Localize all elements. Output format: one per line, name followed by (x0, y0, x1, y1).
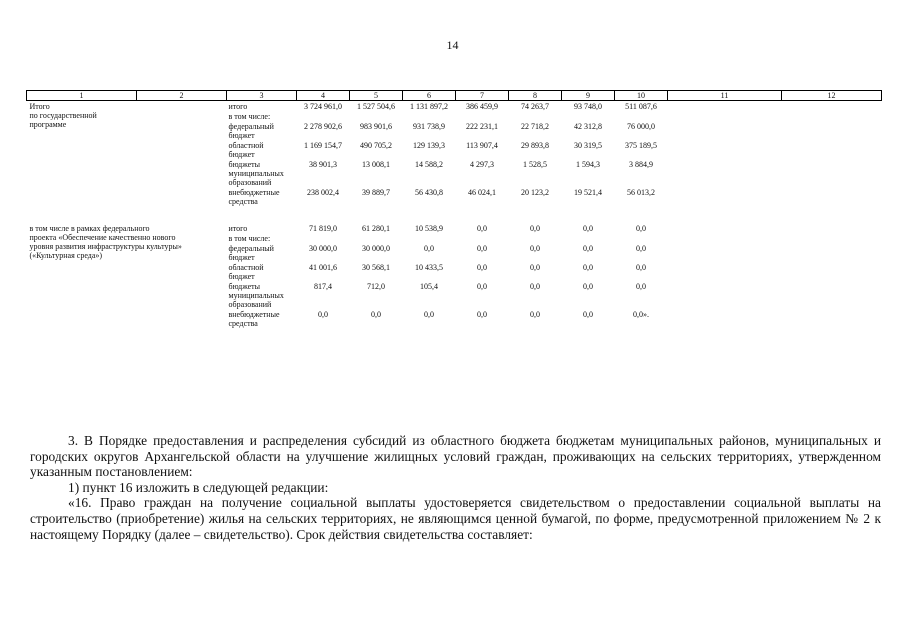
funding-source: внебюджетные средства (228, 188, 280, 206)
cell-empty (782, 243, 882, 262)
cell-value: 0,0 (424, 244, 434, 253)
cell-empty (668, 121, 782, 140)
cell-value: 0,0 (477, 244, 487, 253)
cell-empty (782, 187, 882, 206)
column-header: 12 (782, 91, 882, 101)
column-header: 11 (668, 91, 782, 101)
cell-value: 0,0 (583, 263, 593, 272)
cell-value: 0,0 (530, 224, 540, 233)
cell-value: 386 459,9 (466, 102, 498, 111)
cell-value: 0,0 (636, 224, 646, 233)
paragraph: «16. Право граждан на получение социальной выплаты удостоверяется свидетельством о предоставлении социальной выплаты на строительство (приобретение) жилья на сельских территориях, не являющимся ценной бумагой, по форме, предусмотренной приложением № 2 к настоящему Порядку (далее – свидетельство). Срок действия свидетельства составляет: (30, 495, 881, 542)
cell-value: 105,4 (420, 282, 438, 291)
cell-value: 931 738,9 (413, 122, 445, 131)
cell-value: 1 594,3 (576, 160, 600, 169)
column-header: 2 (137, 91, 227, 101)
cell-value: 13 008,1 (362, 160, 390, 169)
cell-value: 0,0 (530, 310, 540, 319)
funding-source: внебюджетные средства (228, 310, 280, 328)
cell-value: 30 568,1 (362, 263, 390, 272)
funding-source: в том числе: (228, 112, 271, 121)
cell-value: 30 000,0 (362, 244, 390, 253)
cell-value: 1 131 897,2 (410, 102, 448, 111)
cell-value: 0,0 (530, 282, 540, 291)
cell-empty (668, 159, 782, 187)
cell-empty (782, 262, 882, 281)
cell-value: 0,0 (583, 224, 593, 233)
cell-value: 93 748,0 (574, 102, 602, 111)
cell-value: 817,4 (314, 282, 332, 291)
cell-value: 39 889,7 (362, 188, 390, 197)
column-header: 3 (227, 91, 297, 101)
cell-value: 29 893,8 (521, 141, 549, 150)
cell-value (350, 233, 403, 243)
cell-value: 0,0 (371, 310, 381, 319)
cell-value (509, 233, 562, 243)
section-spacer (27, 206, 882, 223)
cell-value: 0,0 (530, 244, 540, 253)
funding-source: итого (228, 102, 248, 111)
column-header: 7 (456, 91, 509, 101)
table-row (27, 223, 882, 233)
cell-value (615, 111, 668, 121)
cell-value: 712,0 (367, 282, 385, 291)
column-header: 5 (350, 91, 403, 101)
cell-value: 0,0». (633, 310, 649, 319)
cell-value: 41 001,6 (309, 263, 337, 272)
cell-value: 71 819,0 (309, 224, 337, 233)
cell-value: 222 231,1 (466, 122, 498, 131)
body-text (30, 433, 881, 542)
cell-empty (782, 111, 882, 121)
cell-value: 42 312,8 (574, 122, 602, 131)
cell-value (509, 111, 562, 121)
cell-value: 1 169 154,7 (304, 141, 342, 150)
cell-value: 76 000,0 (627, 122, 655, 131)
cell-value: 20 123,2 (521, 188, 549, 197)
cell-value: 19 521,4 (574, 188, 602, 197)
cell-empty (668, 111, 782, 121)
funding-source: бюджеты муниципальных образований (228, 282, 284, 309)
cell-value: 238 002,4 (307, 188, 339, 197)
cell-empty (782, 281, 882, 309)
cell-empty (782, 233, 882, 243)
cell-empty (782, 223, 882, 233)
cell-empty (668, 140, 782, 159)
funding-source: федеральный бюджет (228, 122, 274, 140)
cell-value (297, 111, 350, 121)
paragraph: 3. В Порядке предоставления и распределения субсидий из областного бюджета бюджетам муниципальных районов, муниципальных и городских округов Архангельской области на улучшение жилищных условий граждан, проживающих на сельских территориях, утвержденном указанным постановлением: (30, 433, 881, 480)
cell-value: 74 263,7 (521, 102, 549, 111)
column-header: 6 (403, 91, 456, 101)
cell-empty (668, 262, 782, 281)
cell-value: 0,0 (636, 263, 646, 272)
cell-value: 0,0 (424, 310, 434, 319)
cell-empty (668, 233, 782, 243)
cell-value: 14 588,2 (415, 160, 443, 169)
cell-value: 56 013,2 (627, 188, 655, 197)
cell-value: 0,0 (583, 282, 593, 291)
column-header: 4 (297, 91, 350, 101)
funding-source: областной бюджет (228, 263, 264, 281)
column-header: 10 (615, 91, 668, 101)
cell-value: 0,0 (583, 244, 593, 253)
cell-value (615, 233, 668, 243)
cell-value: 1 528,5 (523, 160, 547, 169)
cell-value (562, 233, 615, 243)
funding-source: федеральный бюджет (228, 244, 274, 262)
column-header: 8 (509, 91, 562, 101)
paragraph: 1) пункт 16 изложить в следующей редакции: (68, 479, 329, 495)
cell-value: 0,0 (477, 282, 487, 291)
cell-value: 38 901,3 (309, 160, 337, 169)
cell-empty (782, 121, 882, 140)
cell-empty (668, 187, 782, 206)
cell-value: 113 907,4 (466, 141, 498, 150)
cell-value: 3 884,9 (629, 160, 653, 169)
cell-value: 30 319,5 (574, 141, 602, 150)
cell-value: 0,0 (477, 224, 487, 233)
cell-empty (782, 309, 882, 328)
cell-value: 0,0 (636, 282, 646, 291)
cell-value: 56 430,8 (415, 188, 443, 197)
cell-value (297, 233, 350, 243)
cell-value: 3 724 961,0 (304, 102, 342, 111)
cell-value: 375 189,5 (625, 141, 657, 150)
cell-empty (668, 243, 782, 262)
cell-value (403, 233, 456, 243)
table-row (27, 101, 882, 112)
cell-value: 30 000,0 (309, 244, 337, 253)
column-header: 9 (562, 91, 615, 101)
cell-value: 0,0 (583, 310, 593, 319)
cell-empty (668, 101, 782, 112)
section-label: Итого по государственной программе (29, 102, 97, 129)
funding-source: в том числе: (228, 234, 271, 243)
cell-empty (782, 159, 882, 187)
budget-table (26, 90, 882, 328)
section-label: в том числе в рамках федерального проекта «Обеспечение качественно нового уровня развития инфраструктуры культуры» («Культурная среда») (29, 224, 182, 260)
cell-empty (668, 281, 782, 309)
cell-value: 0,0 (477, 310, 487, 319)
cell-value: 4 297,3 (470, 160, 494, 169)
cell-value: 129 139,3 (413, 141, 445, 150)
cell-value: 22 718,2 (521, 122, 549, 131)
cell-empty (668, 309, 782, 328)
cell-value: 10 433,5 (415, 263, 443, 272)
cell-value: 1 527 504,6 (357, 102, 395, 111)
cell-value: 10 538,9 (415, 224, 443, 233)
cell-empty (782, 101, 882, 112)
cell-value: 46 024,1 (468, 188, 496, 197)
cell-value (403, 111, 456, 121)
page-number: 14 (446, 38, 459, 52)
cell-value: 490 705,2 (360, 141, 392, 150)
funding-source: бюджеты муниципальных образований (228, 160, 284, 187)
cell-value (350, 111, 403, 121)
cell-value (562, 111, 615, 121)
cell-value (456, 111, 509, 121)
funding-source: областной бюджет (228, 141, 264, 159)
cell-value (456, 233, 509, 243)
cell-value: 61 280,1 (362, 224, 390, 233)
column-header: 1 (27, 91, 137, 101)
cell-value: 0,0 (318, 310, 328, 319)
cell-value: 511 087,6 (625, 102, 657, 111)
cell-empty (782, 140, 882, 159)
cell-empty (668, 223, 782, 233)
cell-value: 0,0 (636, 244, 646, 253)
cell-value: 0,0 (530, 263, 540, 272)
cell-value: 983 901,6 (360, 122, 392, 131)
cell-value: 2 278 902,6 (304, 122, 342, 131)
cell-value: 0,0 (477, 263, 487, 272)
funding-source: итого (228, 224, 248, 233)
table-header-row (27, 91, 882, 101)
